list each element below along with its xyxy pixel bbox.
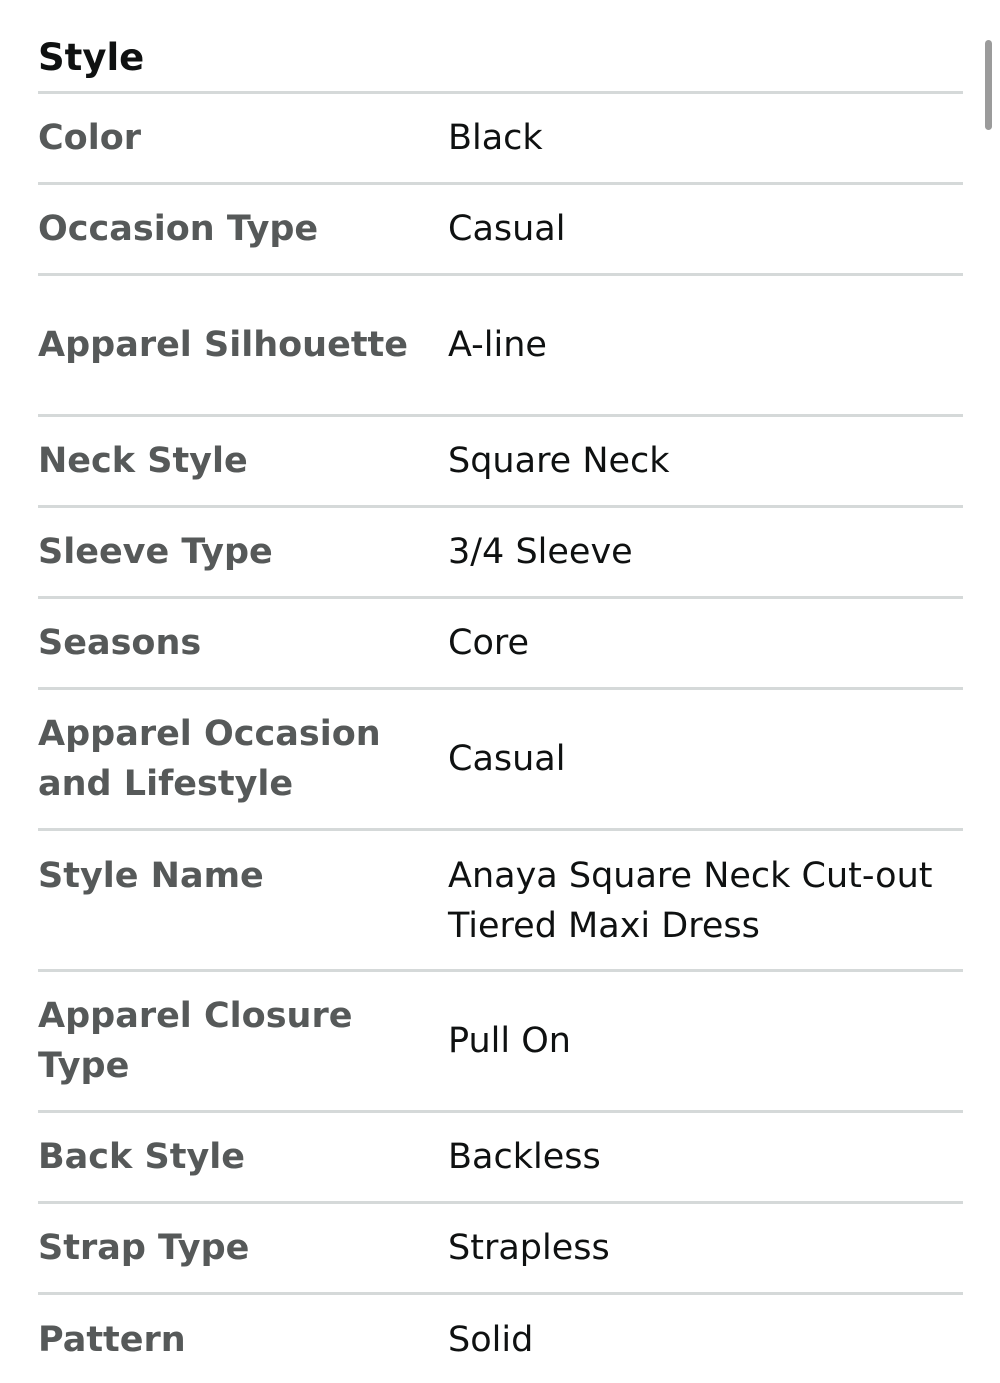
spec-label: Seasons [38,623,202,663]
spec-label: Pattern [38,1320,186,1360]
spec-row-back-style [38,1110,963,1201]
section-title: Style [38,36,145,79]
spec-label: Apparel Occasion and Lifestyle [38,714,381,804]
spec-row-style-name [38,828,963,969]
spec-table [38,91,963,1383]
spec-row-occasion-type [38,182,963,273]
spec-label: Occasion Type [38,209,319,249]
spec-row-neck-style [38,414,963,505]
spec-value: Core [448,623,530,663]
spec-row-apparel-silhouette [38,273,963,414]
spec-label: Sleeve Type [38,532,273,572]
spec-row-apparel-closure-type [38,969,963,1110]
spec-label: Apparel Closure Type [38,996,353,1086]
spec-label: Neck Style [38,441,248,481]
spec-value: Anaya Square Neck Cut-out Tiered Maxi Dress [448,856,933,946]
spec-row-sleeve-type [38,505,963,596]
spec-row-strap-type [38,1201,963,1292]
spec-label: Apparel Silhouette [38,325,409,365]
spec-value: A-line [448,325,547,365]
spec-row-apparel-occasion-and-lifestyle [38,687,963,828]
spec-label: Style Name [38,856,264,896]
spec-value: Strapless [448,1228,610,1268]
spec-row-color [38,91,963,182]
spec-label: Color [38,118,142,158]
spec-value: Solid [448,1320,534,1360]
spec-value: Casual [448,739,566,779]
spec-row-seasons [38,596,963,687]
spec-value: Pull On [448,1021,571,1061]
spec-value: 3/4 Sleeve [448,532,633,572]
spec-row-pattern [38,1292,963,1383]
spec-label: Strap Type [38,1228,250,1268]
spec-value: Square Neck [448,441,670,481]
spec-value: Backless [448,1137,601,1177]
spec-label: Back Style [38,1137,245,1177]
spec-value: Black [448,118,543,158]
scrollbar[interactable] [985,40,992,130]
spec-value: Casual [448,209,566,249]
